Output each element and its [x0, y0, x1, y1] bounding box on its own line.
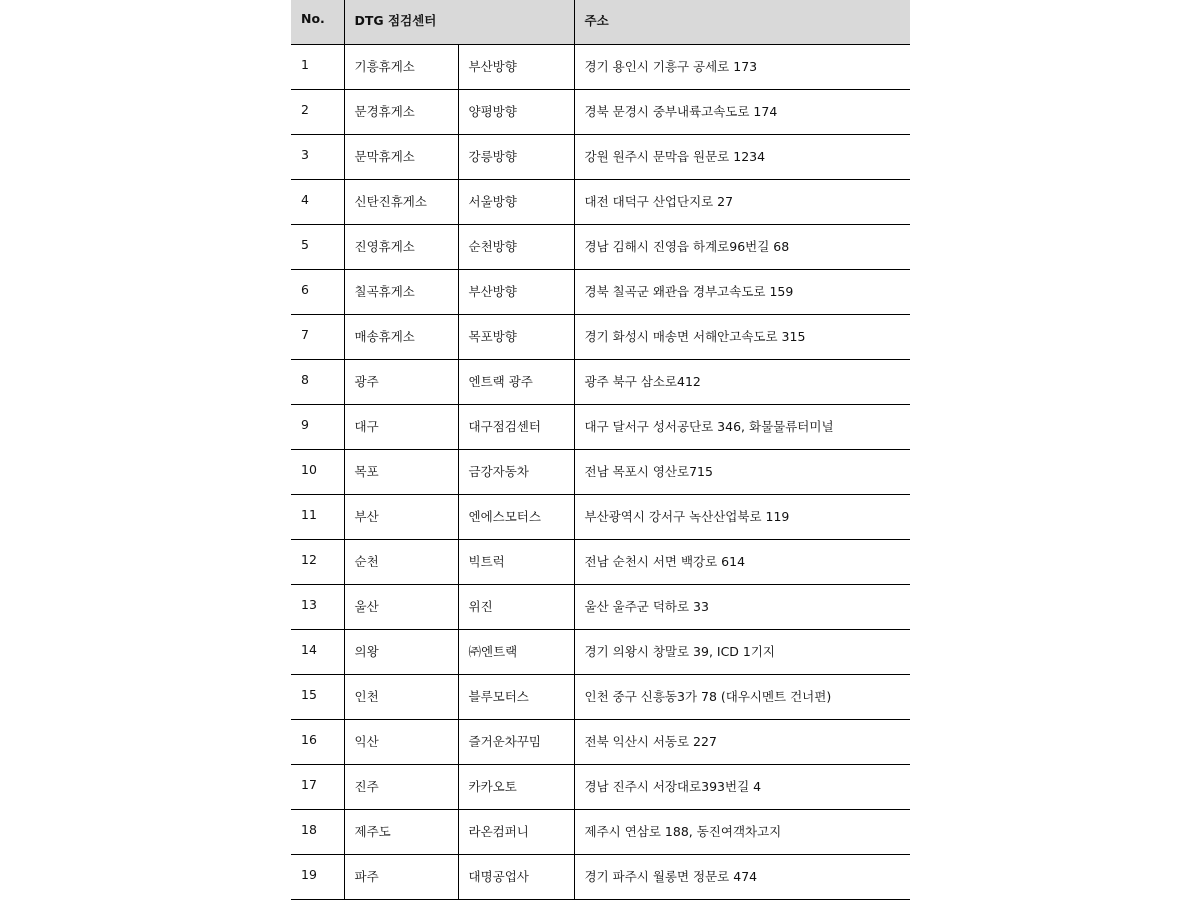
cell-no: 5	[291, 224, 344, 269]
cell-address: 경북 문경시 중부내륙고속도로 174	[574, 89, 910, 134]
cell-no: 3	[291, 134, 344, 179]
cell-direction: 목포방향	[458, 314, 574, 359]
cell-center: 문막휴게소	[344, 134, 458, 179]
cell-direction: 부산방향	[458, 269, 574, 314]
cell-address: 전남 순천시 서면 백강로 614	[574, 539, 910, 584]
cell-no: 14	[291, 629, 344, 674]
table-row	[291, 134, 910, 179]
table-row	[291, 809, 910, 854]
table-row	[291, 179, 910, 224]
cell-direction: 엔트랙 광주	[458, 359, 574, 404]
cell-address: 경기 화성시 매송면 서해안고속도로 315	[574, 314, 910, 359]
table-row	[291, 269, 910, 314]
cell-address: 경기 용인시 기흥구 공세로 173	[574, 44, 910, 89]
header-address: 주소	[574, 0, 910, 44]
cell-no: 2	[291, 89, 344, 134]
cell-address: 제주시 연삼로 188, 동진여객차고지	[574, 809, 910, 854]
cell-center: 광주	[344, 359, 458, 404]
cell-no: 10	[291, 449, 344, 494]
cell-address: 광주 북구 삼소로412	[574, 359, 910, 404]
cell-no: 15	[291, 674, 344, 719]
cell-direction: 블루모터스	[458, 674, 574, 719]
cell-address: 인천 중구 신흥동3가 78 (대우시멘트 건너편)	[574, 674, 910, 719]
cell-no: 12	[291, 539, 344, 584]
table-header	[291, 0, 910, 44]
table-row	[291, 629, 910, 674]
table-row	[291, 404, 910, 449]
cell-direction: 서울방향	[458, 179, 574, 224]
cell-center: 칠곡휴게소	[344, 269, 458, 314]
cell-direction: 빅트럭	[458, 539, 574, 584]
cell-address: 부산광역시 강서구 녹산산업북로 119	[574, 494, 910, 539]
table-row	[291, 359, 910, 404]
cell-address: 울산 울주군 덕하로 33	[574, 584, 910, 629]
cell-center: 인천	[344, 674, 458, 719]
cell-no: 13	[291, 584, 344, 629]
cell-center: 부산	[344, 494, 458, 539]
cell-address: 강원 원주시 문막읍 원문로 1234	[574, 134, 910, 179]
inspection-center-table	[291, 0, 910, 900]
cell-center: 의왕	[344, 629, 458, 674]
table-row	[291, 539, 910, 584]
table-row	[291, 764, 910, 809]
cell-center: 목포	[344, 449, 458, 494]
cell-direction: 카카오토	[458, 764, 574, 809]
cell-center: 대구	[344, 404, 458, 449]
cell-address: 대전 대덕구 산업단지로 27	[574, 179, 910, 224]
cell-no: 11	[291, 494, 344, 539]
cell-address: 대구 달서구 성서공단로 346, 화물물류터미널	[574, 404, 910, 449]
cell-no: 17	[291, 764, 344, 809]
cell-no: 1	[291, 44, 344, 89]
cell-direction: 순천방향	[458, 224, 574, 269]
cell-address: 경남 진주시 서장대로393번길 4	[574, 764, 910, 809]
cell-no: 4	[291, 179, 344, 224]
cell-no: 18	[291, 809, 344, 854]
cell-direction: 부산방향	[458, 44, 574, 89]
table-row	[291, 89, 910, 134]
cell-direction: 엔에스모터스	[458, 494, 574, 539]
cell-no: 6	[291, 269, 344, 314]
table-row	[291, 584, 910, 629]
cell-direction: ㈜엔트랙	[458, 629, 574, 674]
cell-center: 울산	[344, 584, 458, 629]
table-row	[291, 674, 910, 719]
header-center: DTG 점검센터	[344, 0, 574, 44]
cell-center: 기흥휴게소	[344, 44, 458, 89]
cell-direction: 즐거운차꾸밈	[458, 719, 574, 764]
table-row	[291, 314, 910, 359]
cell-center: 문경휴게소	[344, 89, 458, 134]
cell-direction: 강릉방향	[458, 134, 574, 179]
cell-address: 전북 익산시 서동로 227	[574, 719, 910, 764]
cell-address: 전남 목포시 영산로715	[574, 449, 910, 494]
cell-center: 파주	[344, 854, 458, 899]
cell-center: 익산	[344, 719, 458, 764]
table-row	[291, 449, 910, 494]
header-row	[291, 0, 910, 44]
cell-no: 19	[291, 854, 344, 899]
table-row	[291, 44, 910, 89]
cell-direction: 대명공업사	[458, 854, 574, 899]
cell-center: 진영휴게소	[344, 224, 458, 269]
table-body	[291, 44, 910, 899]
cell-direction: 금강자동차	[458, 449, 574, 494]
cell-direction: 대구점검센터	[458, 404, 574, 449]
cell-address: 경기 파주시 월롱면 정문로 474	[574, 854, 910, 899]
cell-direction: 라온컴퍼니	[458, 809, 574, 854]
cell-direction: 양평방향	[458, 89, 574, 134]
cell-no: 8	[291, 359, 344, 404]
cell-center: 진주	[344, 764, 458, 809]
table-row	[291, 719, 910, 764]
cell-center: 제주도	[344, 809, 458, 854]
cell-address: 경남 김해시 진영읍 하계로96번길 68	[574, 224, 910, 269]
header-no: No.	[291, 0, 344, 44]
cell-no: 16	[291, 719, 344, 764]
table-row	[291, 224, 910, 269]
cell-address: 경기 의왕시 창말로 39, ICD 1기지	[574, 629, 910, 674]
cell-direction: 위진	[458, 584, 574, 629]
cell-center: 매송휴게소	[344, 314, 458, 359]
table-row	[291, 494, 910, 539]
cell-center: 순천	[344, 539, 458, 584]
cell-center: 신탄진휴게소	[344, 179, 458, 224]
cell-address: 경북 칠곡군 왜관읍 경부고속도로 159	[574, 269, 910, 314]
table-row	[291, 854, 910, 899]
cell-no: 9	[291, 404, 344, 449]
cell-no: 7	[291, 314, 344, 359]
